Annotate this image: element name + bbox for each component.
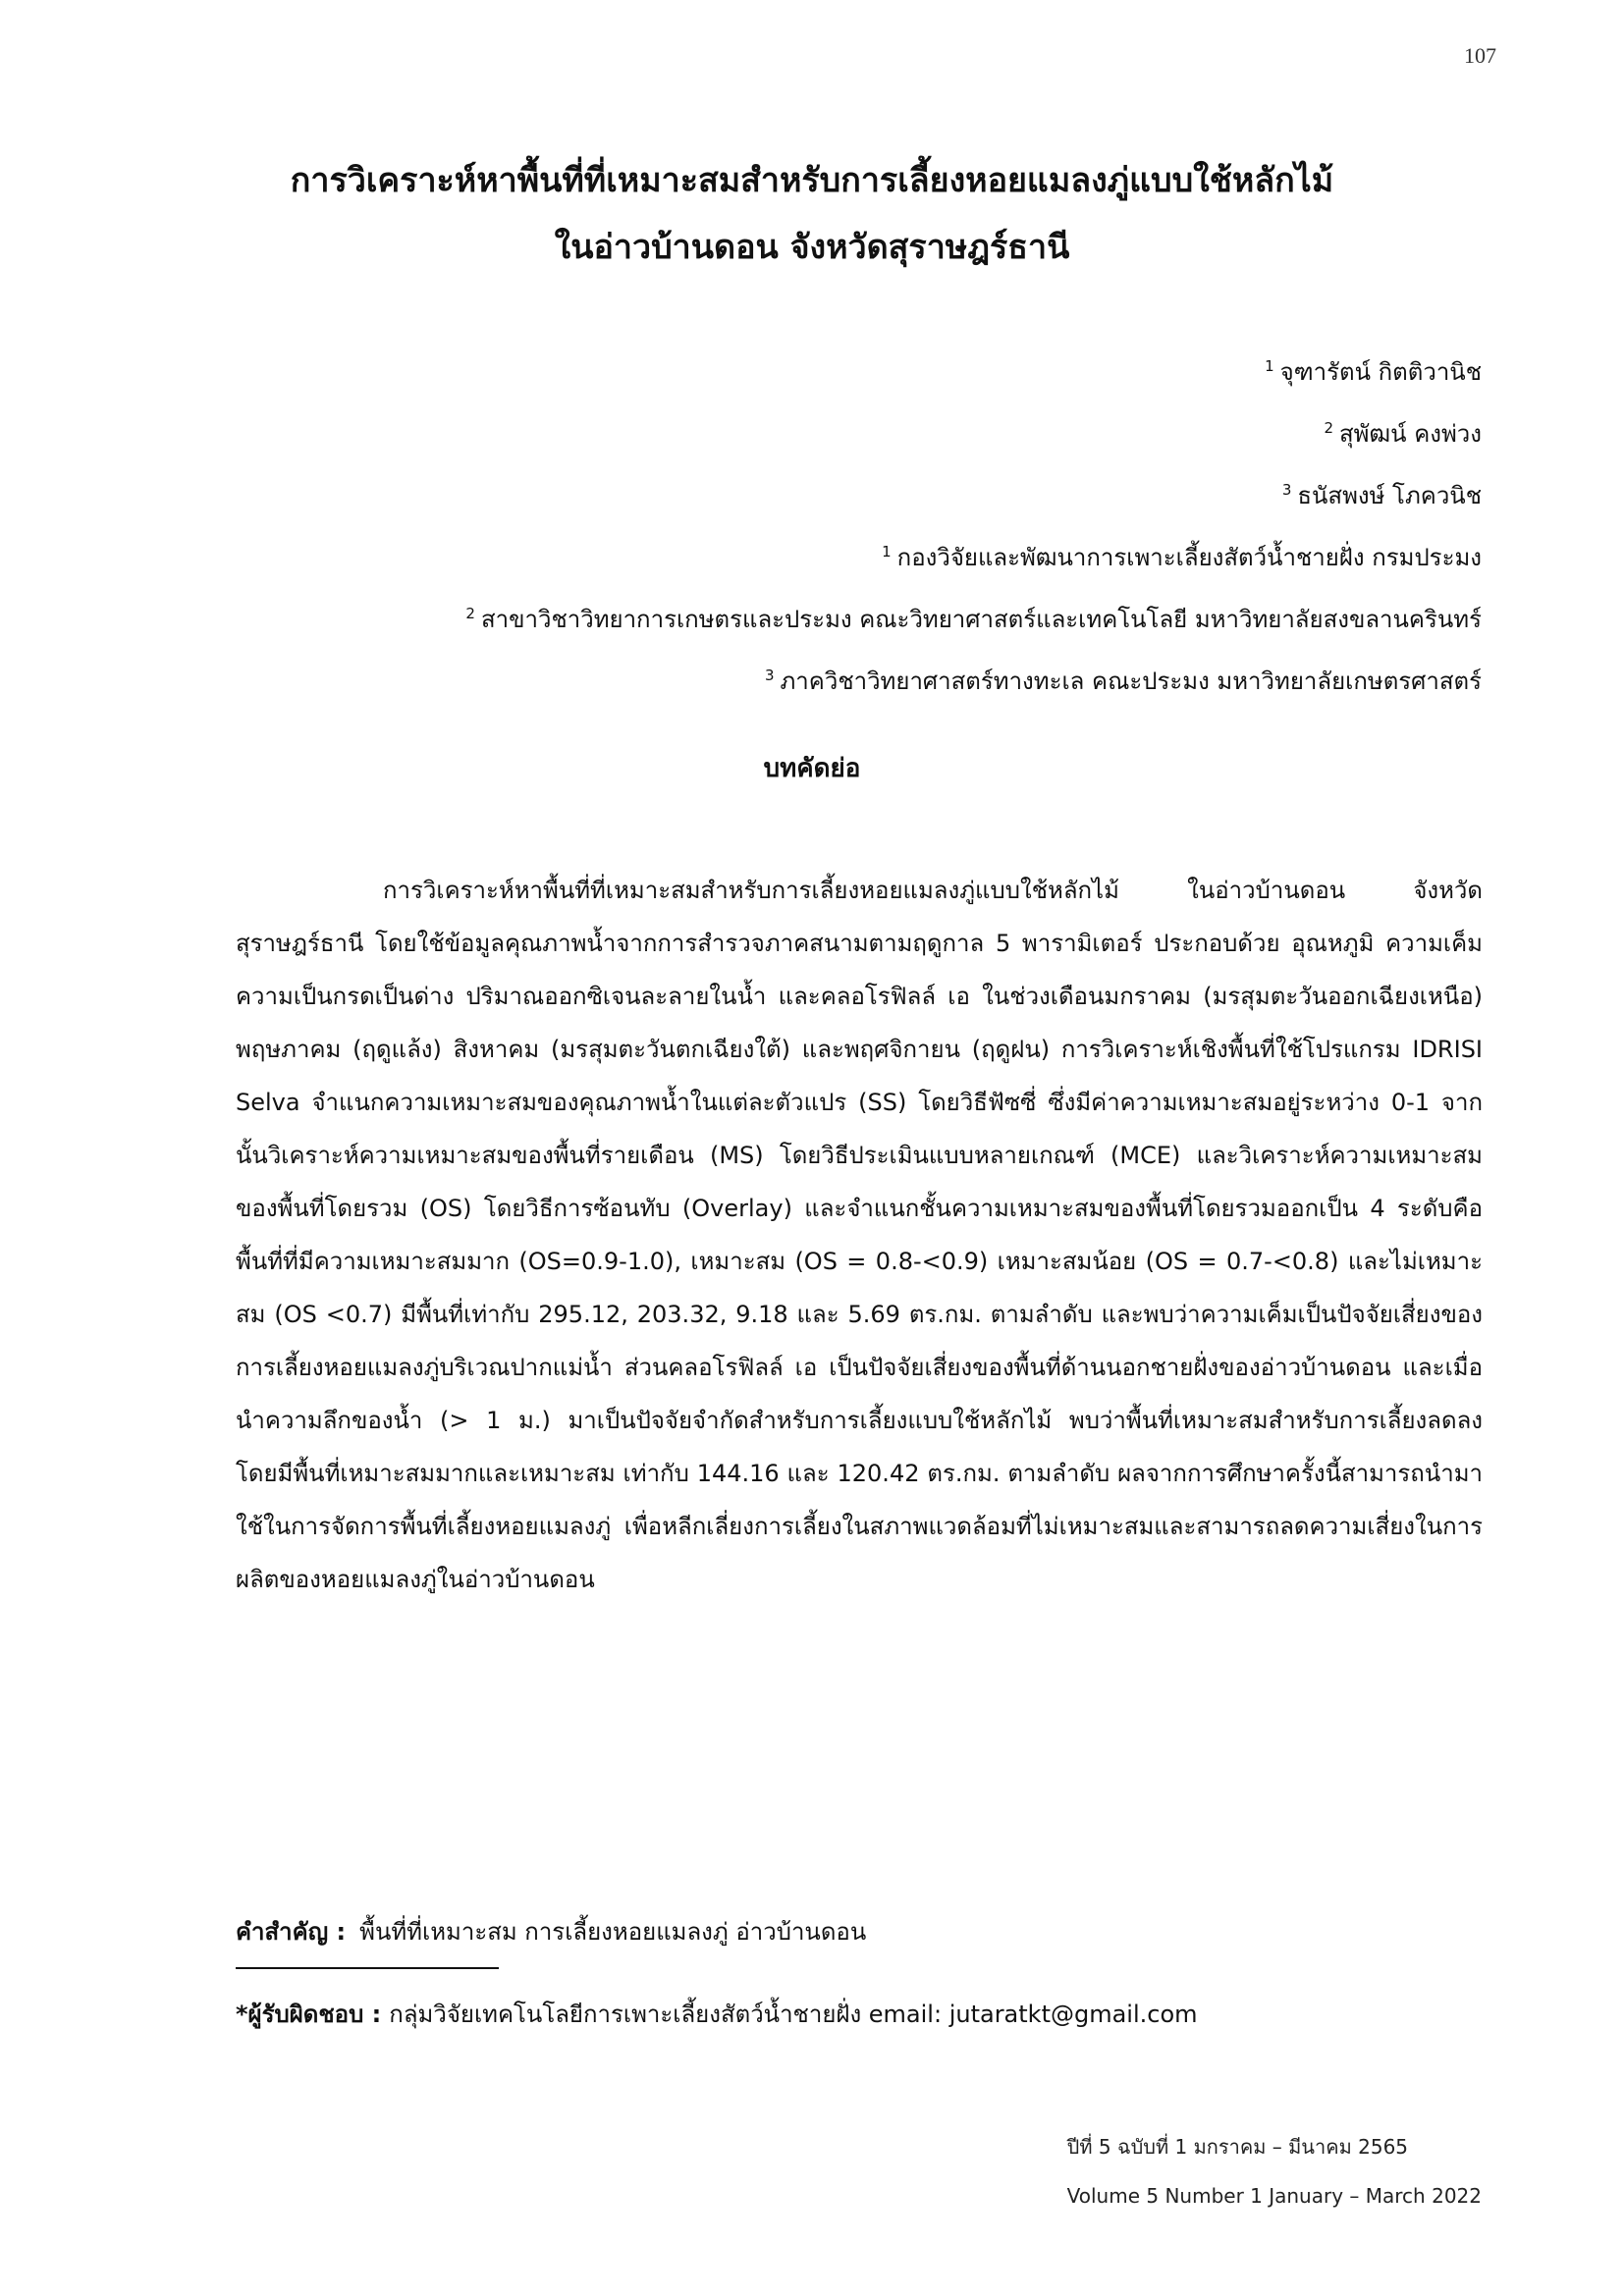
author-block	[186, 339, 1482, 710]
paper-title	[157, 147, 1467, 281]
keywords	[236, 1912, 866, 1950]
author-1	[186, 339, 1482, 400]
affiliation-3	[186, 648, 1482, 710]
footer-thai: ปีที่ 5 ฉบับที่ 1 มกราคม – มีนาคม 2565	[1066, 2135, 1409, 2159]
affiliation-1-text: กองวิจัยและพัฒนาการเพาะเลี้ยงสัตว์น้ำชายฝั่ง กรมประมง	[896, 544, 1482, 571]
footnote-divider	[236, 1967, 499, 1969]
keywords-text: พื้นที่ที่เหมาะสม การเลี้ยงหอยแมลงภู่ อ่าวบ้านดอน	[359, 1918, 867, 1946]
abstract-heading: บทคัดย่อ	[763, 754, 861, 783]
author-3	[186, 462, 1482, 524]
author-2	[186, 400, 1482, 462]
title-line-1: การวิเคราะห์หาพื้นที่ที่เหมาะสมสำหรับการเลี้ยงหอยแมลงภู่แบบใช้หลักไม้	[290, 161, 1334, 200]
abstract-body: การวิเคราะห์หาพื้นที่ที่เหมาะสมสำหรับการเลี้ยงหอยแมลงภู่แบบใช้หลักไม้ ในอ่าวบ้านดอน จังหวัดสุราษฎร์ธานี โดยใช้ข้อมูลคุณภาพน้ำจากการสำรวจภาคสนามตามฤดูกาล 5 พารามิเตอร์ ประกอบด้วย อุณหภูมิ ความเค็ม ความเป็นกรดเป็นด่าง ปริมาณออกซิเจนละลายในน้ำ และคลอโรฟิลล์ เอ ในช่วงเดือนมกราคม (มรสุมตะวันออกเฉียงเหนือ) พฤษภาคม (ฤดูแล้ง) สิงหาคม (มรสุมตะวันตกเฉียงใต้) และพฤศจิกายน (ฤดูฝน) การวิเคราะห์เชิงพื้นที่ใช้โปรแกรม IDRISI Selva จำแนกความเหมาะสมของคุณภาพน้ำในแต่ละตัวแปร (SS) โดยวิธีฟัซซี่ ซึ่งมีค่าความเหมาะสมอยู่ระหว่าง 0-1 จากนั้นวิเคราะห์ความเหมาะสมของพื้นที่รายเดือน (MS) โดยวิธีประเมินแบบหลายเกณฑ์ (MCE) และวิเคราะห์ความเหมาะสมของพื้นที่โดยรวม (OS) โดยวิธีการซ้อนทับ (Overlay) และจำแนกชั้นความเหมาะสมของพื้นที่โดยรวมออกเป็น 4 ระดับคือ พื้นที่ที่มีความเหมาะสมมาก (OS=0.9-1.0), เหมาะสม (OS = 0.8-<0.9) เหมาะสมน้อย (OS = 0.7-<0.8) และไม่เหมาะสม (OS <0.7) มีพื้นที่เท่ากับ 295.12, 203.32, 9.18 และ 5.69 ตร.กม. ตามลำดับ และพบว่าความเค็มเป็นปัจจัยเสี่ยงของการเลี้ยงหอยแมลงภู่บริเวณปากแม่น้ำ ส่วนคลอโรฟิลล์ เอ เป็นปัจจัยเสี่ยงของพื้นที่ด้านนอกชายฝั่งของอ่าวบ้านดอน และเมื่อนำความลึกของน้ำ (> 1 ม.) มาเป็นปัจจัยจำกัดสำหรับการเลี้ยงแบบใช้หลักไม้ พบว่าพื้นที่เหมาะสมสำหรับการเลี้ยงลดลง โดยมีพื้นที่เหมาะสมมากและเหมาะสม เท่ากับ 144.16 และ 120.42 ตร.กม. ตามลำดับ ผลจากการศึกษาครั้งนี้สามารถนำมาใช้ในการจัดการพื้นที่เลี้ยงหอยแมลงภู่ เพื่อหลีกเลี่ยงการเลี้ยงในสภาพแวดล้อมที่ไม่เหมาะสมและสามารถลดความเสี่ยงในการผลิตของหอยแมลงภู่ในอ่าวบ้านดอน	[236, 877, 1483, 1593]
affiliation-3-mark: 3	[764, 667, 775, 684]
correspondence-label: *ผู้รับผิดชอบ :	[236, 2001, 382, 2028]
affiliation-1-mark: 1	[882, 543, 892, 561]
footer-english: Volume 5 Number 1 January – March 2022	[1066, 2184, 1482, 2208]
affiliation-1	[186, 524, 1482, 586]
correspondence-text: กลุ่มวิจัยเทคโนโลยีการเพาะเลี้ยงสัตว์น้ำชายฝั่ง email: jutaratkt@gmail.com	[389, 2001, 1198, 2028]
author-1-name: จุฑารัตน์ กิตติวานิช	[1279, 358, 1482, 386]
correspondence-note	[236, 1995, 1198, 2033]
author-3-mark: 3	[1281, 481, 1292, 499]
affiliation-3-text: ภาควิชาวิทยาศาสตร์ทางทะเล คณะประมง มหาวิทยาลัยเกษตรศาสตร์	[780, 667, 1482, 695]
author-2-mark: 2	[1324, 419, 1334, 437]
author-2-name: สุพัฒน์ คงพ่วง	[1339, 420, 1482, 448]
page-number: 107	[1464, 43, 1496, 68]
title-line-2: ในอ่าวบ้านดอน จังหวัดสุราษฎร์ธานี	[554, 228, 1070, 267]
affiliation-2-mark: 2	[465, 605, 475, 622]
author-3-name: ธนัสพงษ์ โภควนิช	[1297, 482, 1482, 509]
affiliation-2	[186, 586, 1482, 648]
journal-footer	[1067, 2122, 1482, 2220]
keywords-label: คำสำคัญ :	[236, 1918, 347, 1946]
affiliation-2-text: สาขาวิชาวิทยาการเกษตรและประมง คณะวิทยาศาสตร์และเทคโนโลยี มหาวิทยาลัยสงขลานครินทร์	[480, 606, 1482, 633]
author-1-mark: 1	[1265, 357, 1274, 375]
